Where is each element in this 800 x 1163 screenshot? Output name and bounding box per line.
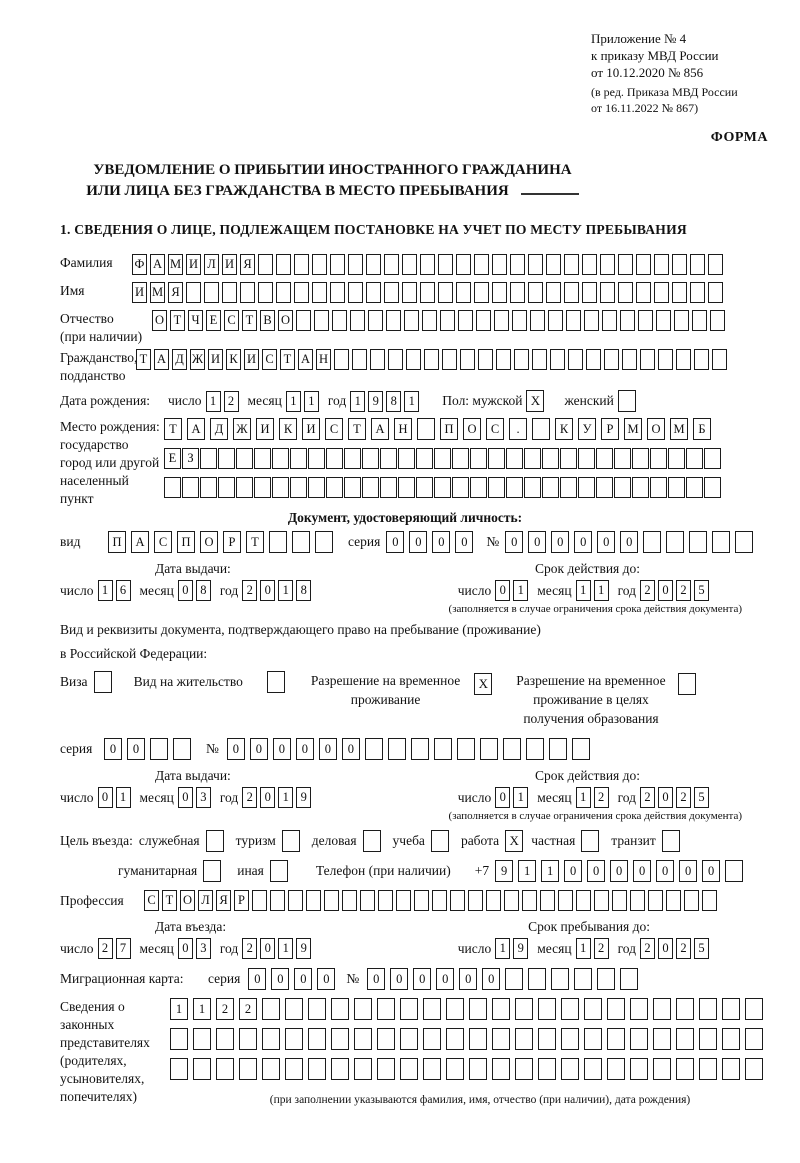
month-label: месяц: [139, 789, 174, 805]
birth-place-boxes-3[interactable]: [164, 477, 722, 498]
rvp-education-checkbox[interactable]: [678, 673, 696, 695]
phone-label: Телефон (при наличии): [315, 863, 451, 878]
doc-valid-year-boxes[interactable]: 2 0 2 5: [640, 580, 712, 601]
month-label: месяц: [537, 940, 572, 956]
doc-kind-label: вид: [60, 534, 81, 549]
birth-day-boxes[interactable]: 1 2: [206, 391, 242, 412]
migration-number-label: №: [346, 971, 360, 986]
birth-place-label: Место рождения: государство город или другой населенный пункт: [60, 419, 160, 506]
purpose-other-checkbox[interactable]: [270, 860, 288, 882]
permit-issue-date-label: Дата выдачи:: [155, 768, 231, 783]
citizenship-label: Гражданство, подданство: [60, 350, 138, 383]
representatives-label: Сведения о законных представителях (родителях, усыновителях, попечителях): [60, 999, 150, 1104]
doc-issue-month-boxes[interactable]: 0 8: [178, 580, 214, 601]
day-label: число: [457, 789, 492, 805]
surname-boxes[interactable]: Ф А М И Л И Я: [132, 254, 726, 275]
month-label: месяц: [139, 582, 174, 598]
residence-permit-group: [134, 671, 285, 693]
sex-female-checkbox[interactable]: [618, 390, 636, 412]
purpose-tourism-label: туризм: [235, 833, 276, 848]
permit-number-label: №: [206, 741, 219, 756]
birth-place-boxes-1[interactable]: Т А Д Ж И К И С Т А Н П О С . К У Р М О М Б: [164, 418, 722, 440]
given-name-label: Имя: [60, 283, 85, 298]
purpose-humanitarian-label: гуманитарная: [118, 863, 198, 878]
birth-month-boxes[interactable]: 1 1: [286, 391, 322, 412]
migration-series-label: серия: [208, 971, 241, 986]
purpose-study-checkbox[interactable]: [431, 830, 449, 852]
sex-male-label: Пол: мужской: [442, 393, 523, 408]
representatives-note: (при заполнении указываются фамилия, имя, отчество (при наличии), дата рождения): [269, 1094, 691, 1106]
doc-number-label: №: [486, 534, 500, 549]
entry-date-label: Дата въезда:: [155, 919, 227, 934]
birth-year-boxes[interactable]: 1 9 8 1: [350, 391, 422, 412]
residence-permit-checkbox[interactable]: [267, 671, 285, 693]
permit-valid-day-boxes[interactable]: 0 1: [495, 787, 531, 808]
rvp-label: Разрешение на временное проживание: [310, 673, 461, 707]
purpose-official-checkbox[interactable]: [206, 830, 224, 852]
purpose-study-label: учеба: [392, 833, 425, 848]
month-label: месяц: [247, 393, 282, 408]
header-line: от 16.11.2022 № 867): [591, 101, 699, 115]
permit-issue-month-boxes[interactable]: 0 3: [178, 787, 214, 808]
doc-issue-date-label: Дата выдачи:: [155, 561, 231, 576]
birth-date-label: Дата рождения:: [60, 393, 151, 408]
patronymic-boxes[interactable]: О Т Ч Е С Т В О: [152, 310, 728, 331]
purpose-transit-checkbox[interactable]: [662, 830, 680, 852]
form-label: ФОРМА: [710, 130, 768, 145]
representatives-boxes-2[interactable]: [170, 1028, 790, 1050]
rvp-education-label: Разрешение на временное проживание в целях получения образования: [516, 673, 666, 726]
purpose-humanitarian-checkbox[interactable]: [203, 860, 221, 882]
permit-valid-month-boxes[interactable]: 1 2: [576, 787, 612, 808]
doc-series-label: серия: [348, 534, 381, 549]
purpose-transit-label: транзит: [611, 833, 656, 848]
header-line: (в ред. Приказа МВД России: [591, 85, 738, 99]
day-label: число: [60, 789, 94, 805]
header-reference: [591, 30, 766, 116]
sex-female-label: женский: [564, 393, 614, 408]
phone-prefix: +7: [474, 863, 490, 878]
visa-label: Виза: [60, 674, 88, 689]
profession-boxes[interactable]: С Т О Л Я Р: [144, 890, 720, 911]
permit-series-label: серия: [60, 741, 93, 756]
title-line-1: УВЕДОМЛЕНИЕ О ПРИБЫТИИ ИНОСТРАННОГО ГРАЖДАНИНА: [93, 162, 572, 178]
year-label: год: [219, 582, 239, 598]
year-label: год: [617, 789, 636, 805]
migration-series-boxes[interactable]: 0 0 0 0: [248, 968, 340, 990]
header-line: к приказу МВД России: [591, 48, 719, 63]
stay-month-boxes[interactable]: 1 2: [576, 938, 612, 959]
day-label: число: [60, 582, 94, 598]
year-label: год: [617, 940, 636, 956]
month-label: месяц: [139, 940, 174, 956]
doc-valid-day-boxes[interactable]: 0 1: [495, 580, 531, 601]
migration-number-boxes[interactable]: 0 0 0 0 0 0: [367, 968, 643, 990]
permit-issue-year-boxes[interactable]: 2 0 1 9: [242, 787, 314, 808]
purpose-label: Цель въезда:: [60, 833, 133, 848]
visa-checkbox[interactable]: [94, 671, 112, 693]
purpose-business-label: деловая: [311, 833, 357, 848]
migration-card-label: Миграционная карта:: [60, 971, 184, 986]
permit-issue-day-boxes[interactable]: 0 1: [98, 787, 134, 808]
year-label: год: [219, 789, 239, 805]
entry-month-boxes[interactable]: 0 3: [178, 938, 214, 959]
rvp-checkbox[interactable]: X: [474, 673, 492, 695]
doc-valid-until-label: Срок действия до:: [535, 561, 640, 576]
header-line: Приложение № 4: [591, 31, 687, 46]
citizenship-boxes[interactable]: Т А Д Ж И К И С Т А Н: [136, 349, 730, 370]
doc-kind-boxes[interactable]: П А С П О Р Т: [108, 531, 338, 553]
permit-series-boxes[interactable]: 0 0: [104, 738, 196, 760]
title-blank-underline: [521, 193, 579, 195]
year-label: год: [219, 940, 239, 956]
stay-day-boxes[interactable]: 1 9: [495, 938, 531, 959]
day-label: число: [457, 582, 492, 598]
day-label: число: [60, 940, 94, 956]
year-label: год: [327, 393, 347, 408]
permit-number-boxes[interactable]: 0 0 0 0 0 0: [227, 738, 595, 760]
entry-year-boxes[interactable]: 2 0 1 9: [242, 938, 314, 959]
purpose-work-checkbox[interactable]: X: [505, 830, 523, 852]
doc-number-boxes[interactable]: 0 0 0 0 0 0: [505, 531, 758, 553]
representatives-boxes-1[interactable]: 1 1 2 2: [170, 998, 790, 1020]
doc-valid-month-boxes[interactable]: 1 1: [576, 580, 612, 601]
month-label: месяц: [537, 789, 572, 805]
validity-note: (заполняется в случае ограничения срока действия документа): [448, 603, 742, 615]
sex-male-checkbox[interactable]: X: [526, 390, 544, 412]
residence-permit-label: Вид на жительство: [133, 674, 243, 689]
section1-heading: 1. СВЕДЕНИЯ О ЛИЦЕ, ПОДЛЕЖАЩЕМ ПОСТАНОВКЕ НА УЧЕТ ПО МЕСТУ ПРЕБЫВАНИЯ: [60, 222, 687, 237]
phone-boxes[interactable]: 9 1 1 0 0 0 0 0 0 0: [495, 860, 748, 882]
doc-issue-day-boxes[interactable]: 1 6: [98, 580, 134, 601]
purpose-other-label: иная: [237, 863, 264, 878]
permit-valid-until-label: Срок действия до:: [535, 768, 640, 783]
representatives-boxes-3[interactable]: [170, 1058, 790, 1080]
rvp-group: [311, 671, 492, 709]
visa-group: [60, 671, 112, 693]
stay-year-boxes[interactable]: 2 0 2 5: [640, 938, 712, 959]
given-name-boxes[interactable]: И М Я: [132, 282, 726, 303]
purpose-official-label: служебная: [138, 833, 200, 848]
entry-day-boxes[interactable]: 2 7: [98, 938, 134, 959]
identity-doc-heading: Документ, удостоверяющий личность:: [287, 510, 523, 525]
header-line: от 10.12.2020 № 856: [591, 65, 704, 80]
year-label: год: [617, 582, 636, 598]
rvp-education-group: [516, 671, 695, 728]
purpose-business-checkbox[interactable]: [363, 830, 381, 852]
patronymic-label: Отчество (при наличии): [60, 311, 143, 344]
profession-label: Профессия: [60, 892, 124, 908]
validity-note: (заполняется в случае ограничения срока действия документа): [448, 810, 742, 822]
doc-issue-year-boxes[interactable]: 2 0 1 8: [242, 580, 314, 601]
purpose-tourism-checkbox[interactable]: [282, 830, 300, 852]
page-title: [60, 160, 605, 202]
purpose-work-label: работа: [460, 833, 500, 848]
permit-valid-year-boxes[interactable]: 2 0 2 5: [640, 787, 712, 808]
right-doc-label-1: Вид и реквизиты документа, подтверждающего право на пребывание (проживание): [60, 622, 541, 637]
purpose-private-checkbox[interactable]: [581, 830, 599, 852]
doc-series-boxes[interactable]: 0 0 0 0: [386, 531, 478, 553]
surname-label: Фамилия: [60, 255, 113, 270]
purpose-private-label: частная: [531, 833, 576, 848]
title-line-2: ИЛИ ЛИЦА БЕЗ ГРАЖДАНСТВА В МЕСТО ПРЕБЫВАНИЯ: [60, 181, 605, 202]
day-label: число: [457, 940, 492, 956]
month-label: месяц: [537, 582, 572, 598]
right-doc-label-2: в Российской Федерации:: [60, 646, 208, 661]
birth-place-boxes-2[interactable]: Е З: [164, 448, 722, 469]
day-label: число: [168, 393, 202, 408]
stay-until-label: Срок пребывания до:: [528, 919, 650, 934]
